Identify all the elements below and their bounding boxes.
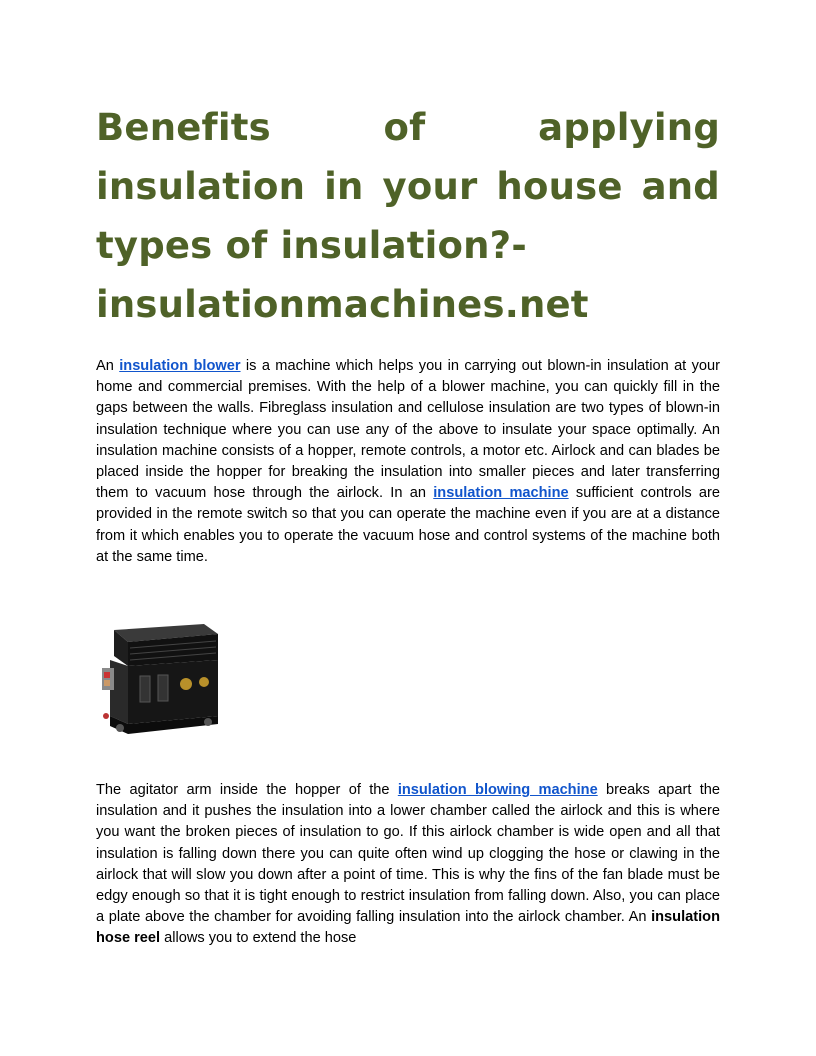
machine-illustration [100, 620, 226, 740]
p1-text-1: An [96, 358, 120, 374]
p2-text-2: breaks apart the insulation and it pushes the insulation into a lower chamber called the airlock and this is where you want the broken pieces of insulation to go. If this airlock chamber is wide open and all that insulation is falling down there you can quite often wind up clogging the hose or clawing in the airlock that will slow you down after a point of time. This is why the fins of the fan blade must be edgy enough so that it is tight enough to restrict insulation from falling down. Also, you can place a plate above the chamber for avoiding falling insulation into the airlock chamber. An [96, 782, 720, 926]
insulation-machine-link[interactable]: insulation machine [433, 485, 569, 502]
p2-text-3: allows you to extend the hose [160, 930, 357, 947]
paragraph-1 [96, 356, 720, 568]
p1-text-3: sufficient controls are provided in the remote switch so that you can operate the machine even if you are at a distance from it which enables you to operate the vacuum hose and control systems of the machine both at the same time. [96, 485, 720, 565]
title-line-2: in your house and types of [96, 165, 720, 267]
paragraph-2 [96, 780, 720, 950]
insulation-machine-image [100, 620, 226, 740]
title-line-4: insulationmachines.net [96, 283, 589, 326]
document-page [96, 98, 720, 950]
title-line-3: insulation?- [280, 224, 527, 267]
insulation-hose-reel-bold: insulation hose reel [96, 909, 720, 947]
p1-text-2: is a machine which helps you in carrying out blown-in insulation at your home and commercial premises. With the help of a blower machine, you can quickly fill in the gaps between the walls. Fibreglass insulation and cellulose insulation are two types of blown-in insulation technique where you can use any of the above to insulate your space optimally. An insulation machine consists of a hopper, remote controls, a motor etc. Airlock and can blades be placed inside the hopper for breaking the insulation into smaller pieces and later transferring them to vacuum hose through the airlock. In an [96, 358, 720, 502]
p2-text-1: The agitator arm inside the hopper of the [96, 782, 398, 799]
page-title [96, 98, 720, 334]
insulation-blower-link[interactable]: insulation blower [119, 358, 241, 374]
insulation-blowing-machine-link[interactable]: insulation blowing machine [397, 782, 598, 799]
title-line-1: Benefits of applying insulation [96, 106, 720, 208]
